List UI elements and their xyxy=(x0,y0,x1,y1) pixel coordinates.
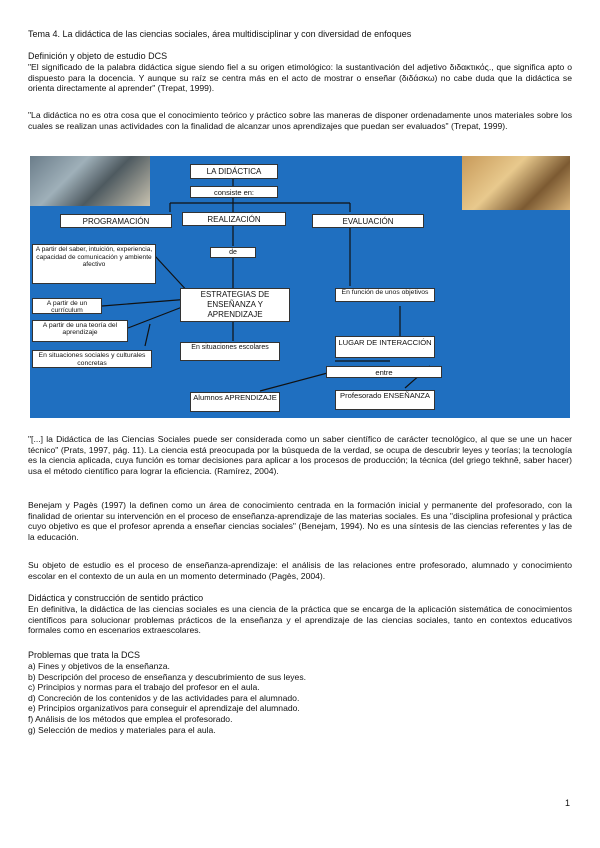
list-item: a) Fines y objetivos de la enseñanza. xyxy=(28,661,170,671)
box-a-partir-saber: A partir del saber, intuición, experiencia, capacidad de comunicación y ambiente afectivo xyxy=(32,244,156,284)
box-a-partir-teoria: A partir de una teoría del aprendizaje xyxy=(32,320,128,342)
box-realizacion: REALIZACIÓN xyxy=(182,212,286,226)
section-heading-sentido-practico: Didáctica y construcción de sentido práctico xyxy=(28,593,204,603)
box-a-partir-curriculum: A partir de un currículum xyxy=(32,298,102,314)
box-de: de xyxy=(210,247,256,258)
list-item: d) Concreción de los contenidos y de las actividades para el alumnado. xyxy=(28,692,300,703)
box-en-funcion-objetivos: En función de unos objetivos xyxy=(335,288,435,302)
diagram-arrows xyxy=(30,156,570,418)
box-estrategias: ESTRATEGIAS DE ENSEÑANZA Y APRENDIZAJE xyxy=(180,288,290,322)
box-lugar-interaccion: LUGAR DE INTERACCIÓN xyxy=(335,336,435,358)
paragraph-definitiva: En definitiva, la didáctica de las ciencias sociales es una ciencia de la práctica que se encarga de la aplicación sistemática de conocimientos científicos para solucionar problemas prácticos de la enseñanza y el aprendizaje de las ciencias sociales, tanto en contextos educativos formales como en escenarios extraescolares. xyxy=(28,604,572,636)
box-consiste-en: consiste en: xyxy=(190,186,278,198)
box-entre: entre xyxy=(326,366,442,378)
box-alumnos: Alumnos APRENDIZAJE xyxy=(190,392,280,412)
list-item: e) Principios organizativos para conseguir el aprendizaje del alumnado. xyxy=(28,703,300,714)
list-item: g) Selección de medios y materiales para el aula. xyxy=(28,724,216,735)
paragraph-benejam: Benejam y Pagès (1997) la definen como un área de conocimiento centrada en la formación inicial y permanente del profesorado, con la finalidad de orientar su intervención en el proceso de enseñanza-aprendizaje de las materias sociales. Es una "disciplina profesional y práctica cuyo objetivo es que el profesor aprenda a enseñar ciencias sociales" (Benejam, 1994). No es una síntesis de las ciencias referentes y las de la educación. xyxy=(28,500,572,542)
box-la-didactica: LA DIDÁCTICA xyxy=(190,164,278,179)
section-heading-problemas: Problemas que trata la DCS xyxy=(28,650,141,660)
paragraph-objeto-estudio: Su objeto de estudio es el proceso de enseñanza-aprendizaje: el análisis de las relaciones entre profesorado, alumnado y conocimiento escolar en el contexto de un aula en un momento determinado (Pagès, 2004). xyxy=(28,560,572,581)
box-situaciones-sociales: En situaciones sociales y culturales concretas xyxy=(32,350,152,368)
page-title: Tema 4. La didáctica de las ciencias sociales, área multidisciplinar y con diversidad de enfoques xyxy=(28,29,412,39)
box-programacion: PROGRAMACIÓN xyxy=(60,214,172,228)
quote-trepat: "La didáctica no es otra cosa que el conocimiento teórico y práctico sobre las maneras de disponer ordenadamente unos materiales sobre los cuales se realizan unas actividades con la finalidad de alcanzar unos aprendizajes que puedan ser evaluados" (Trepat, 1999). xyxy=(28,110,572,131)
box-evaluacion: EVALUACIÓN xyxy=(312,214,424,228)
list-item: b) Descripción del proceso de enseñanza y descubrimiento de sus leyes. xyxy=(28,671,307,682)
page-number: 1 xyxy=(564,798,570,808)
list-item: f) Análisis de los métodos que emplea el profesorado. xyxy=(28,713,233,724)
section-heading-definicion: Definición y objeto de estudio DCS xyxy=(28,51,168,61)
box-profesorado: Profesorado ENSEÑANZA xyxy=(335,390,435,410)
quote-etimologia: "El significado de la palabra didáctica sigue siendo fiel a su origen etimológico: la sustantivación del adjetivo διδακτικός., que significa apto o dispuesto para la docencia. Y aunque su raíz se centra más en el acto de mostrar o enseñar (διδάσκω) no cabe duda que la didáctica se orienta directamente al aprender" (Trepat, 1999). xyxy=(28,62,572,94)
didactica-concept-diagram xyxy=(30,156,570,418)
box-situaciones-escolares: En situaciones escolares xyxy=(180,342,280,361)
problemas-list xyxy=(28,661,572,735)
list-item: c) Principios y normas para el trabajo del profesor en el aula. xyxy=(28,682,260,693)
paragraph-prats: "[...] la Didáctica de las Ciencias Sociales puede ser considerada como un saber científico de carácter tecnológico, al que se une un hacer técnico" (Prats, 1997, pág. 11). La ciencia está preocupada por la búsqueda de la verdad, se ocupa de descubrir leyes y teorías; la tecnología es la ciencia aplicada, cuya función es tomar decisiones para aplicar a los procesos de producción; la técnica (del griego tekhnê, saber hacer) usa el método científico para lograr la eficiencia. (Ramírez, 2004). xyxy=(28,434,572,476)
